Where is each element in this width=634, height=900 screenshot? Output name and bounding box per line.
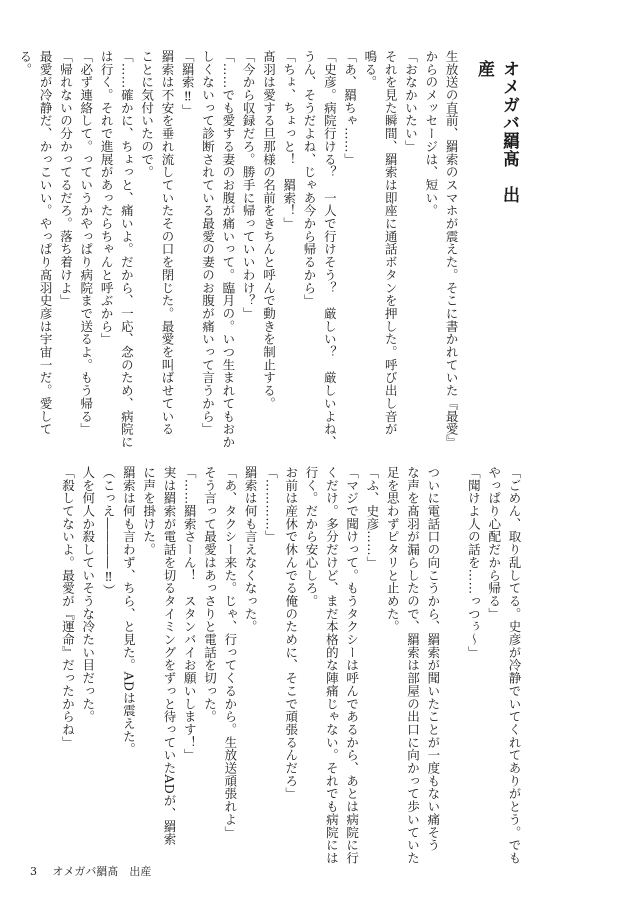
page-title: オメガバ羂髙 出産 xyxy=(474,60,519,204)
text-column: ついに電話口の向こうから、羂索が聞いたことが一度もない痛そう xyxy=(425,466,441,852)
text-column: からのメッセージは、短い。 xyxy=(423,50,439,218)
text-column: 「…………」 xyxy=(263,466,279,544)
text-column: 「聞けよ人の話を……っつぅ〜」 xyxy=(466,466,482,659)
text-column: くだけ。多分だけど、まだ本格的な陣痛じゃない。それでも病院には xyxy=(324,466,340,865)
text-column: 「殺してないよ。最愛が『運命』だったからね」 xyxy=(60,466,76,749)
text-column: しくないって診断されている最愛の妻のお腹が痛いって言うから」 xyxy=(200,50,216,436)
text-column: 「ごめん、取り乱してる。史彦が冷静でいてくれてありがとう。でも xyxy=(507,466,522,865)
text-column: そう言って最愛はあっさりと電話を切った。 xyxy=(202,466,218,723)
text-column xyxy=(481,50,501,442)
text-column: 鳴る。 xyxy=(362,50,378,89)
text-column: 羂索は何も言わず、ちら、と見た。ADは震えた。 xyxy=(121,466,137,756)
running-title: オメガバ羂髙 出産 xyxy=(52,865,152,878)
text-column xyxy=(443,466,463,858)
text-column: 実は羂索が電話を切るタイミングをずっと待っていたADが、羂索 xyxy=(161,466,177,846)
text-column: お前は産休で休んでる俺のために、そこで頑張るんだろ」 xyxy=(283,466,299,801)
text-column: 「あ、タクシー来た。じゃ、行ってくるから。生放送頑張れよ」 xyxy=(222,466,238,839)
text-column: 「あ、羂ちゃ……」 xyxy=(342,50,358,166)
top-text-block xyxy=(17,50,522,449)
text-column: は行く。それで進展があったらちゃんと呼ぶから」 xyxy=(99,50,115,346)
page-footer xyxy=(30,863,151,879)
text-column xyxy=(502,50,522,442)
text-column: 「……羂索さーん！ スタンバイお願いします！」 xyxy=(182,466,198,762)
text-column: 最愛が冷静だ、かっこいい。やっぱり髙羽史彦は宇宙一だ。愛して xyxy=(38,50,54,436)
text-column: （こっえ――――‼） xyxy=(101,466,117,597)
text-column: 「……でも愛する妻のお腹が痛いって。臨月の。いつ生まれてもおか xyxy=(220,50,236,449)
page-number: 3 xyxy=(30,865,37,878)
text-column: 髙羽は愛する旦那様の名前をきちんと呼んで動きを制止する。 xyxy=(261,50,277,410)
text-column: 行く。だから安心しろ。 xyxy=(304,466,320,608)
text-column: な声を髙羽が漏らしたので、羂索は部屋の出口に向かって歩いていた xyxy=(405,466,421,865)
text-column: 羂索は何も言えなくなった。 xyxy=(243,466,259,634)
text-column: 「帰れないの分かってるだろ。落ち着けよ」 xyxy=(58,50,74,307)
text-column xyxy=(461,50,481,442)
text-column: る。 xyxy=(17,50,33,76)
text-column: それを見た瞬間、羂索は即座に通話ボタンを押した。呼び出し音が xyxy=(383,50,399,436)
text-column: 「ちょ、ちょっと！ 羂索！」 xyxy=(281,50,297,230)
text-column: 羂索は不安を垂れ流していたその口を閉じた。最愛を叫ばせている xyxy=(159,50,175,436)
text-column: ことに気付いたので。 xyxy=(139,50,155,179)
text-column: 「必ず連絡して。っていうかやっぱり病院まで送るよ。もう帰る」 xyxy=(78,50,94,436)
text-column: 「ふ、史彦……」 xyxy=(364,466,380,569)
text-column: 「今から収録だろ。勝手に帰っていいわけ？」 xyxy=(241,50,257,320)
text-column: やっぱり心配だから帰る」 xyxy=(486,466,502,621)
text-column: うん、そうだよね、じゃあ今から帰るから」 xyxy=(302,50,318,307)
text-column: に声を掛けた。 xyxy=(141,466,157,556)
text-column: 生放送の直前、羂索のスマホが震えた。そこに書かれていた『最愛』 xyxy=(444,50,460,449)
text-column: 「おなかいたい」 xyxy=(403,50,419,153)
text-column: 人を何人か殺していそうな冷たい目だった。 xyxy=(80,466,96,723)
text-column: 足を思わずピタリと止めた。 xyxy=(385,466,401,634)
text-column: 「……確かに、ちょっと、痛いよ。だから、一応、念のため、病院に xyxy=(119,50,135,449)
bottom-text-block xyxy=(60,466,524,865)
text-column: 「羂索‼」 xyxy=(180,50,196,117)
text-column: 「マジで聞けって。もうタクシーは呼んであるから、あとは病院に行 xyxy=(344,466,360,865)
text-column: 「史彦。病院行ける？ 一人で行けそう？ 厳しい？ 厳しいよね、 xyxy=(322,50,338,449)
